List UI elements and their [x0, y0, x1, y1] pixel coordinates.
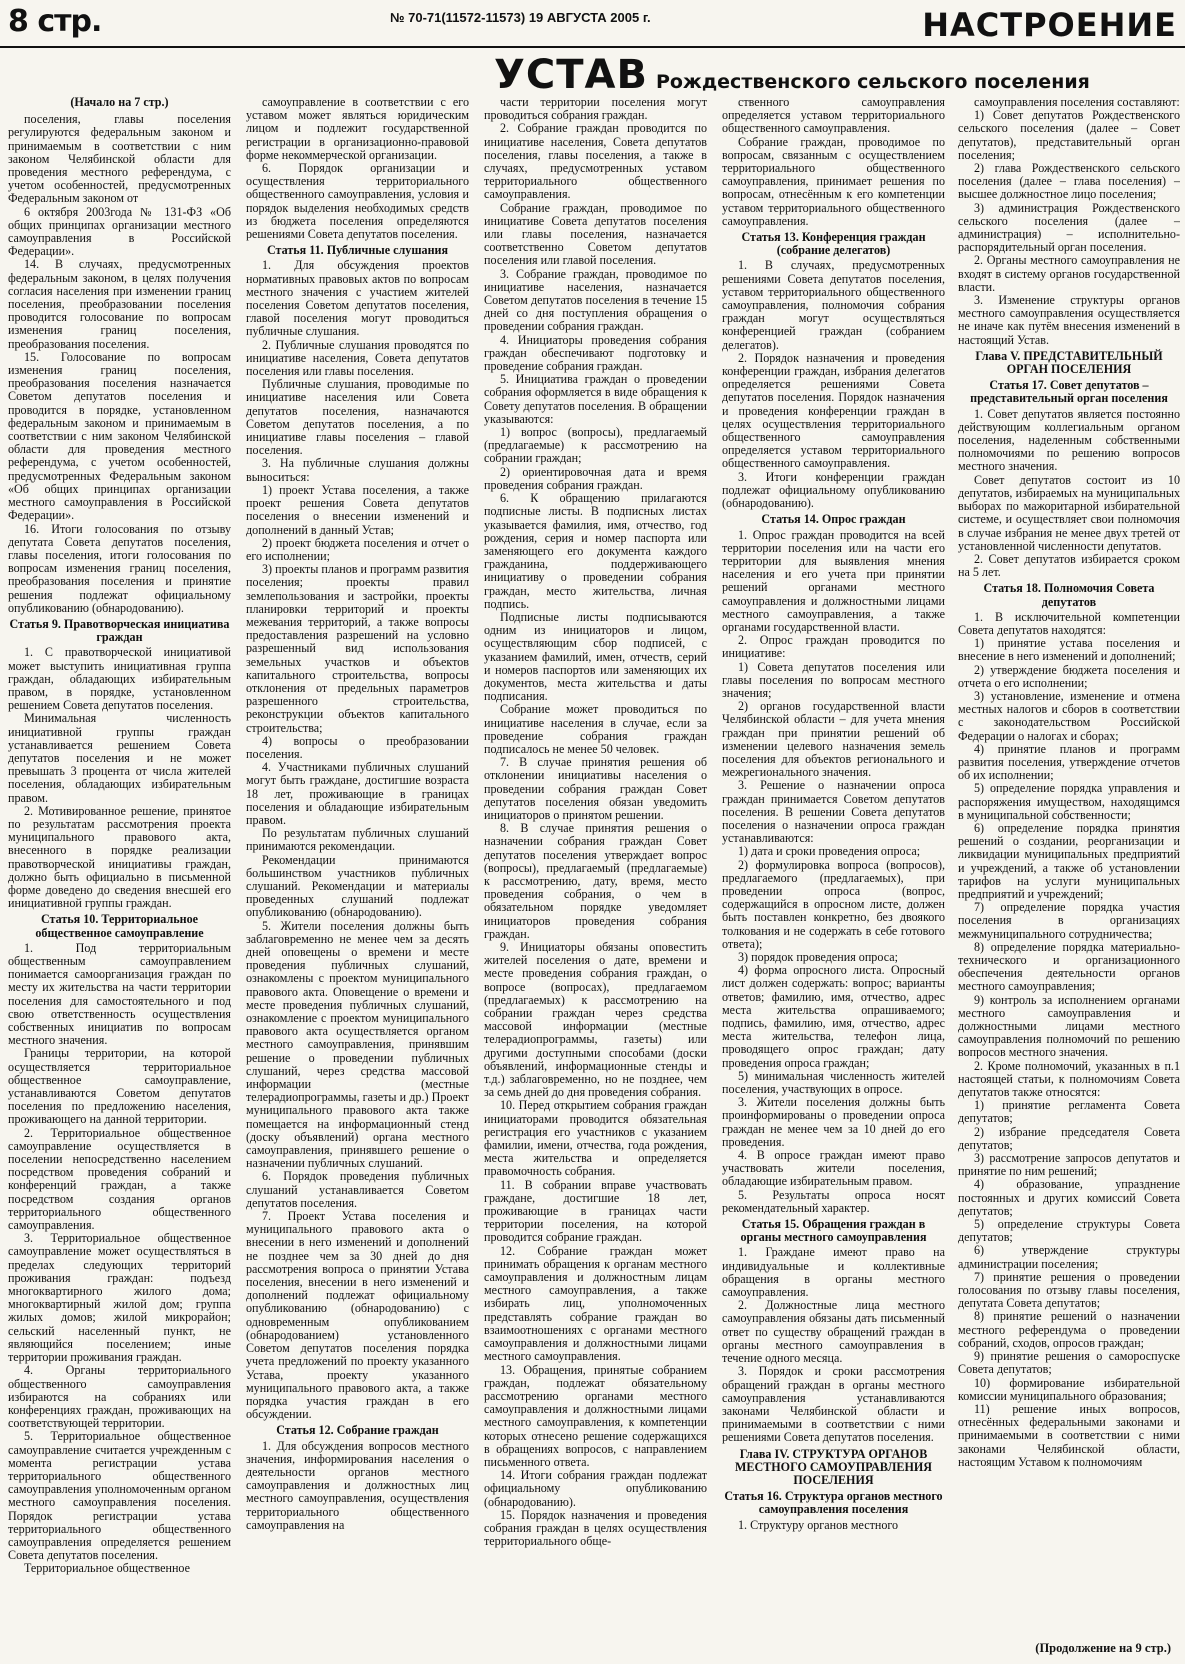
paragraph: 16. Итоги голосования по отзыву депутата Совета депутатов поселения, главы поселения, итоги голосования по вопросам изменения границ поселения, преобразования поселения и принятие решения подлежат официальному опубликованию (обнародованию).	[8, 521, 231, 615]
paragraph: 8. В случае принятия решения о назначении собрания граждан Совет депутатов поселения утверждает вопрос (вопросы), предлагаемый (предлагаемые) к рассмотрению, дату, время, место проведения собрания, о чем в обязательном порядке уведомляет инициаторов проведения собрания граждан.	[484, 821, 707, 941]
paragraph: По результатам публичных слушаний принимаются рекомендации.	[246, 826, 469, 854]
paragraph: Публичные слушания, проводимые по инициативе населения или Совета депутатов поселения, назначаются Советом депутатов поселения, а по инициативе главы поселения – главой поселения.	[246, 377, 469, 458]
paragraph: 10) формирование избирательной комиссии муниципального образования;	[958, 1375, 1180, 1403]
paragraph: 2) утверждение бюджета поселения и отчета о его исполнении;	[958, 662, 1180, 690]
paragraph: 1) вопрос (вопросы), предлагаемый (предлагаемые) к рассмотрению на собрании граждан;	[484, 425, 707, 466]
paragraph: 2. Кроме полномочий, указанных в п.1 настоящей статьи, к полномочиям Совета депутатов также относятся:	[958, 1058, 1180, 1100]
section-heading: Статья 18. Полномочия Совета депутатов	[983, 581, 1155, 609]
paragraph: 5. Жители поселения должны быть заблаговременно не менее чем за десять дней оповещены о времени и месте проведения публичных слушаний, ознакомлены с проектом муниципального правового акта. Оповещение о времени и месте проведения публичных слушаний, ознакомление с проектом муниципального правового акта осуществляется органом местного самоуправления, принявшим решение о проведении публичных слушаний, через средства массовой информации (местные телерадиопрограммы, газеты и др.) Проект муниципального правового акта также помещается на информационный стенд (доску объявлений) органа местного самоуправления, принявшего решение о назначении публичных слушаний.	[246, 918, 469, 1171]
paragraph: 8) определение порядка материально-технического и организационного обеспечения деятельности органов местного самоуправления;	[958, 939, 1180, 994]
paragraph: 1. Структуру органов местного	[738, 1517, 899, 1532]
paragraph: 9. Инициаторы обязаны оповестить жителей поселения о дате, времени и месте проведения собрания граждан, о вопросе (вопросах), предлагаемом (предлагаемых) к рассмотрению на собрании граждан через средства массовой информации (местные телерадиопрограммы, газеты) или другими доступными способами (доски объявлений, информационные стенды и т.д.) заблаговременно, но не позднее, чем за семь дней до дня проведения собрания.	[484, 940, 707, 1100]
paragraph: 3. Собрание граждан, проводимое по инициативе населения, назначается Советом депутатов поселения в течение 15 дней со дня поступления обращения о проведении собрания граждан.	[484, 266, 707, 334]
paragraph: 13. Обращения, принятые собранием граждан, подлежат обязательному рассмотрению органами местного самоуправления и должностными лицами местного самоуправления, к компетенции которых отнесено решение содержащихся в обращениях вопросов, с направлением письменного ответа.	[484, 1362, 707, 1469]
paragraph: 3) порядок проведения опроса;	[738, 950, 898, 964]
paragraph: Границы территории, на которой осуществляется территориальное общественное самоуправление, устанавливаются Советом депутатов поселения по предложению населения, проживающего на данной территории.	[8, 1046, 231, 1127]
paragraph: 1) Совет депутатов Рождественского сельского поселения (далее – Совет депутатов), представительный орган поселения;	[958, 108, 1180, 162]
paragraph: 6) определение порядка принятия решений о создании, реорганизации и ликвидации муниципальных предприятий и учреждений, а также об установлении тарифов на услуги муниципальных предприятий и учреждений;	[958, 820, 1180, 901]
rubric-title: НАСТРОЕНИЕ	[922, 6, 1177, 44]
paragraph: 7. Проект Устава поселения и муниципального правового акта о внесении в него изменений и дополнений не позднее чем за 30 дней до дня рассмотрения вопроса о принятии Устава поселения, внесении в него изменений и дополнений подлежат официальному опубликованию (обнародованию) с одновременным опубликованием (обнародованием) установленного Советом депутатов поселения порядка учета предложений по проекту указанного Устава, проекту указанного муниципального правового акта, а также порядка участия граждан в его обсуждении.	[246, 1209, 469, 1422]
paragraph: 5. Территориальное общественное самоуправление считается учрежденным с момента регистрации устава территориального общественного самоуправления уполномоченным органом местного самоуправления поселения. Порядок регистрации устава территориального общественного самоуправления определяется решением Совета депутатов поселения.	[8, 1429, 231, 1563]
paragraph: 3. Изменение структуры органов местного самоуправления осуществляется не иначе как путём внесения изменений в настоящий Устав.	[958, 293, 1180, 347]
paragraph: 2. Совет депутатов избирается сроком на 5 лет.	[958, 551, 1180, 580]
paragraph: Совет депутатов состоит из 10 депутатов, избираемых на муниципальных выборах по мажоритарной избирательной системе, и осуществляет свои полномочия в случае избрания не менее двух третей от установленной численности депутатов.	[958, 472, 1180, 553]
paragraph: 8) принятие решений о назначении местного референдума о проведении собраний, сходов, опросов граждан;	[958, 1309, 1180, 1350]
paragraph: 1. Совет депутатов является постоянно действующим коллегиальным органом поселения, наделенным собственными полномочиями по решению вопросов местного значения.	[958, 406, 1180, 474]
paragraph: 3) администрация Рождественского сельского поселения (далее – администрация) – исполнительно-распорядительный орган поселения.	[958, 200, 1180, 255]
paragraph: 3) проекты планов и программ развития поселения; проекты правил землепользования и застройки, проекты планировки территорий и проекты межевания территорий, а также вопросы предоставления разрешений на условно разрешенный вид использования земельных участков и объектов капитального строительства, вопросы отклонения от предельных параметров разрешенного строительства, реконструкции объектов капитального строительства;	[246, 562, 469, 735]
paragraph: 2. Публичные слушания проводятся по инициативе населения, Совета депутатов поселения или главы поселения.	[246, 337, 469, 379]
paragraph: Собрание граждан, проводимое по вопросам, связанным с осуществлением территориального общественного самоуправления, принимает решения по вопросам, отнесённым к его компетенции уставом территориального общественного самоуправления.	[722, 134, 945, 228]
paragraph: 6. Порядок организации и осуществления территориального общественного самоуправления, условия и порядок выделения необходимых средств из бюджета поселения определяются решениями Совета депутатов поселения.	[246, 161, 469, 242]
paragraph: 10. Перед открытием собрания граждан инициаторами проводится обязательная регистрация его участников с указанием фамилии, имени, отчества, года рождения, места жительства и определяется правомочность собрания.	[484, 1098, 707, 1179]
paragraph: 9) контроль за исполнением органами местного самоуправления и должностными лицами местного самоуправления полномочий по решению вопросов местного значения.	[958, 992, 1180, 1060]
section-heading: Статья 10. Территориальное общественное самоуправление	[35, 912, 204, 940]
paragraph: 1. Для обсуждения проектов нормативных правовых актов по вопросам местного значения с участием жителей поселения Советом депутатов поселения, главой поселения могут проводиться публичные слушания.	[246, 258, 469, 339]
section-heading: Статья 9. Правотворческая инициатива граждан	[9, 616, 230, 645]
paragraph: 2) органов государственной власти Челябинской области – для учета мнения граждан при принятии решений об изменении целевого назначения земель поселения для объектов регионального и межрегионального значения.	[722, 699, 945, 780]
paragraph: 3. Итоги конференции граждан подлежат официальному опубликованию (обнародованию).	[722, 469, 945, 511]
paragraph: 1. В случаях, предусмотренных решениями Совета депутатов поселения, уставом территориального общественного самоуправления, полномочия собрания граждан могут осуществляться конференцией граждан (собранием делегатов).	[722, 258, 945, 352]
masthead	[0, 0, 1185, 48]
paragraph: 15. Порядок назначения и проведения собрания граждан в целях осуществления территориального обще-	[484, 1507, 707, 1549]
paragraph: 11. В собрании вправе участвовать граждане, достигшие 18 лет, проживающие в границах части территории поселения, на которой проводится собрание граждан.	[484, 1177, 707, 1245]
paragraph: 7) принятие решения о проведении голосования по отзыву главы поселения, депутата Совета депутатов;	[958, 1269, 1180, 1311]
paragraph: 2. Опрос граждан проводится по инициативе:	[722, 633, 945, 661]
paragraph: 3. Жители поселения должны быть проинформированы о проведении опроса граждан не менее чем за 10 дней до его проведения.	[722, 1095, 945, 1149]
paragraph: 4. В опросе граждан имеют право участвовать жители поселения, обладающие избирательным правом.	[722, 1148, 945, 1189]
masthead-rule	[0, 46, 1185, 48]
paragraph: 2. Собрание граждан проводится по инициативе населения, Совета депутатов поселения, главы поселения, а также в случаях, предусмотренных уставом территориального общественного самоуправления.	[484, 121, 707, 202]
paragraph: 5) определение порядка управления и распоряжения имуществом, находящимся в муниципальной собственности;	[958, 781, 1180, 822]
paragraph: 2. Должностные лица местного самоуправления обязаны дать письменный ответ по существу обращений граждан в органы местного самоуправления в течение одного месяца.	[722, 1298, 945, 1366]
paragraph: Собрание может проводиться по инициативе населения в случае, если за проведение собрания граждан подписалось не менее 50 человек.	[484, 702, 707, 756]
paragraph: 5. Результаты опроса носят рекомендательный характер.	[722, 1187, 945, 1215]
paragraph: 3) установление, изменение и отмена местных налогов и сборов в соответствии с законодательством Российской Федерации о налогах и сборах;	[958, 688, 1180, 743]
paragraph: самоуправление в соответствии с его уставом может являться юридическим лицом и подлежит государственной регистрации в организационно-правовой форме некоммерческой организации.	[246, 96, 469, 162]
paragraph: 3. Территориальное общественное самоуправление может осуществляться в пределах следующих территорий проживания граждан: подъезд многоквартирного жилого дома; многоквартирный жилой дом; группа жилых домов; жилой микрорайон; сельский населенный пункт, не являющийся поселением; иные территории проживания граждан.	[8, 1231, 231, 1365]
paragraph: 2) формулировка вопроса (вопросов), предлагаемого (предлагаемых), при проведении опроса (вопрос, содержащийся в опросном листе, должен быть поставлен конкретно, без двоякого толкования и не содержать в себе готового ответа);	[722, 857, 945, 951]
section-heading: Статья 16. Структура органов местного самоуправления поселения	[724, 1489, 943, 1517]
paragraph: Минимальная численность инициативной группы граждан устанавливается решением Совета депутатов поселения и не может превышать 3 процента от числа жителей поселения, обладающих избирательным правом.	[8, 711, 231, 805]
page-number: 8 стр.	[8, 4, 102, 39]
paragraph: 1. В исключительной компетенции Совета депутатов находятся:	[958, 609, 1180, 637]
section-heading: Статья 13. Конференция граждан (собрание делегатов)	[741, 230, 926, 258]
paragraph: 1. Под территориальным общественным самоуправлением понимается самоорганизация граждан по месту их жительства на части территории поселения для самостоятельного и под свою ответственность осуществления собственных инициатив по вопросам местного значения.	[8, 940, 231, 1048]
section-heading: Глава IV. СТРУКТУРА ОРГАНОВ МЕСТНОГО САМОУПРАВЛЕНИЯ ПОСЕЛЕНИЯ	[734, 1446, 932, 1487]
paragraph: части территории поселения могут проводиться собрания граждан.	[484, 96, 707, 123]
paragraph: 6 октября 2003года № 131-ФЗ «Об общих принципах организации местного самоуправления в Российской Федерации».	[8, 204, 231, 259]
paragraph: 4. Инициаторы проведения собрания граждан обеспечивают подготовку и проведение собрания граждан.	[484, 332, 707, 374]
paragraph: 2) проект бюджета поселения и отчет о его исполнении;	[246, 535, 469, 563]
paragraph: 2. Органы местного самоуправления не входят в систему органов государственной власти.	[958, 253, 1180, 294]
section-heading: Статья 15. Обращения граждан в органы местного самоуправления	[740, 1217, 927, 1245]
paragraph: 5) минимальная численность жителей поселения, участвующих в опросе.	[722, 1068, 945, 1097]
continued-from-note: (Начало на 7 стр.)	[70, 96, 169, 109]
section-heading: Статья 14. Опрос граждан	[761, 512, 906, 527]
paragraph: Подписные листы подписываются одним из инициаторов и лицом, осуществляющим сбор подписей, с указанием фамилий, имен, отчеств, серий и номеров паспортов или заменяющих их документов, места жительства и даты подписания.	[484, 609, 707, 704]
paragraph: ственного самоуправления определяется уставом территориального общественного самоуправления.	[722, 96, 945, 136]
paragraph: Собрание граждан, проводимое по инициативе Совета депутатов поселения или главы поселения, назначается соответственно Советом депутатов поселения или главой поселения.	[484, 200, 707, 268]
paragraph: 1. Для обсуждения вопросов местного значения, информирования населения о деятельности органов местного самоуправления и должностных лиц местного самоуправления, осуществления территориального общественного самоуправления на	[246, 1438, 469, 1532]
article-column-4	[722, 96, 945, 1618]
paragraph: 1) принятие регламента Совета депутатов;	[958, 1098, 1180, 1126]
paragraph: поселения, главы поселения регулируются федеральным законом и принимаемым в соответствии с ним законом Челябинской области для проведения местного референдума, с учетом особенностей, предусмотренных Федеральным законом от	[8, 112, 231, 206]
paragraph: 6) утверждение структуры администрации поселения;	[958, 1243, 1180, 1271]
paragraph: 2) глава Рождественского сельского поселения (далее – глава поселения) – высшее должностное лицо поселения;	[958, 161, 1180, 202]
paragraph: 4. Участниками публичных слушаний могут быть граждане, достигшие возраста 18 лет, проживающие в границах поселения и обладающие избирательным правом.	[246, 760, 469, 827]
paragraph: 9) принятие решения о самороспуске Совета депутатов;	[958, 1349, 1180, 1377]
section-heading: Статья 17. Совет депутатов – представительный орган поселения	[970, 378, 1168, 406]
paragraph: 7. В случае принятия решения об отклонении инициативы населения о проведении собрания граждан Совет депутатов поселения обязан уведомить инициаторов о принятом решении.	[484, 755, 707, 822]
paragraph: 4) принятие планов и программ развития поселения, утверждение отчетов об их исполнении;	[958, 741, 1180, 783]
paragraph: 4) вопросы о преобразовании поселения.	[246, 733, 469, 761]
section-heading: Статья 12. Собрание граждан	[276, 1423, 439, 1438]
paragraph: 4) форма опросного листа. Опросный лист должен содержать: вопрос; варианты ответов; фамилию, имя, отчество, адрес места жительства опрашиваемого; подпись, фамилию, имя, отчество, адрес места жительства, телефон лица, проводящего опрос граждан; дату проведения опроса граждан;	[722, 963, 945, 1070]
paragraph: 1) Совета депутатов поселения или главы поселения по вопросам местного значения;	[722, 659, 945, 700]
paragraph: самоуправления поселения составляют:	[974, 96, 1180, 109]
paragraph: 5) определение структуры Совета депутатов;	[958, 1217, 1180, 1245]
paragraph: Рекомендации принимаются большинством участников публичных слушаний. Рекомендации и материалы проведенных слушаний подлежат опубликованию (обнародованию).	[246, 852, 469, 920]
article-column-5	[958, 96, 1180, 1618]
paragraph: 7) определение порядка участия поселения в организациях межмуниципального сотрудничества;	[958, 900, 1180, 941]
paragraph: 1. С правотворческой инициативой может выступить инициативная группа граждан, обладающих избирательным правом, в порядке, установленном решением Совета депутатов поселения.	[8, 645, 231, 713]
headline-subtitle: Рождественского сельского поселения	[655, 71, 1090, 93]
paragraph: 3. Решение о назначении опроса граждан принимается Советом депутатов поселения. В решении Совета депутатов поселения о назначении опроса граждан устанавливаются:	[722, 778, 945, 846]
paragraph: 2. Мотивированное решение, принятое по результатам рассмотрения проекта муниципального правового акта, внесенного в порядке реализации правотворческой инициативы граждан, должно быть официально в письменной форме доведено до сведения внесшей его инициативной группы граждан.	[8, 803, 231, 911]
paragraph: 3) рассмотрение запросов депутатов и принятие по ним решений;	[958, 1151, 1180, 1179]
section-heading: Статья 11. Публичные слушания	[266, 243, 449, 258]
paragraph: 4. Органы территориального общественного самоуправления избираются на собраниях или конференциях граждан, проживающих на соответствующей территории.	[8, 1363, 231, 1431]
continued-on-note: (Продолжение на 9 стр.)	[1035, 1641, 1171, 1655]
section-heading: Глава V. ПРЕДСТАВИТЕЛЬНЫЙ ОРГАН ПОСЕЛЕНИЯ	[975, 348, 1163, 377]
paragraph: 11) решение иных вопросов, отнесённых федеральными законами и принимаемыми в соответствии с ними законами Челябинской области, настоящим Уставом к полномочиям	[958, 1401, 1180, 1469]
paragraph: 2) избрание председателя Совета депутатов;	[958, 1124, 1180, 1152]
paragraph: 5. Инициатива граждан о проведении собрания оформляется в виде обращения к Совету депутатов поселения. В обращении указываются:	[484, 372, 707, 426]
paragraph: 2. Территориальное общественное самоуправление осуществляется в поселении непосредственно населением посредством проведения собраний и конференций граждан, а также посредством создания органов территориального общественного самоуправления.	[8, 1125, 231, 1233]
paragraph: 1) принятие устава поселения и внесение в него изменений и дополнений;	[958, 636, 1180, 664]
paragraph: 1) проект Устава поселения, а также проект решения Совета депутатов поселения о внесении изменений и дополнений в данный Устав;	[246, 482, 469, 537]
paragraph: 2) ориентировочная дата и время проведения собрания граждан.	[484, 464, 707, 492]
paragraph: 2. Порядок назначения и проведения конференции граждан, избрания делегатов определяется решениями Совета депутатов поселения. Порядок назначения и проведения конференции граждан в целях осуществления территориального общественного самоуправления определяется уставом территориального общественного самоуправления.	[722, 350, 945, 471]
paragraph: 14. В случаях, предусмотренных федеральным законом, в целях получения согласия населения при изменении границ поселения, преобразовании поселения проводится голосование по вопросам изменения границ поселения, преобразования поселения.	[8, 257, 231, 351]
paragraph: 12. Собрание граждан может принимать обращения к органам местного самоуправления и должностным лицам местного самоуправления, а также избирать лиц, уполномоченных представлять собрание граждан во взаимоотношениях с органами местного самоуправления и должностными лицами местного самоуправления.	[484, 1243, 707, 1364]
paragraph: 1. Опрос граждан проводится на всей территории поселения или на части его территории для выявления мнения населения и его учета при принятии решений органами местного самоуправления и должностными лицами местного самоуправления, а также органами государственной власти.	[722, 527, 945, 634]
article-column-1	[8, 96, 231, 1618]
paragraph: 1) дата и сроки проведения опроса;	[738, 844, 921, 859]
paragraph: 6. Порядок проведения публичных слушаний устанавливается Советом депутатов поселения.	[246, 1169, 469, 1210]
paragraph: 3. На публичные слушания должны выноситься:	[246, 456, 469, 484]
issue-line: № 70-71(11572-11573) 19 АВГУСТА 2005 г.	[390, 10, 651, 25]
paragraph: Территориальное общественное	[24, 1561, 190, 1576]
paragraph: 15. Голосование по вопросам изменения границ поселения, преобразования поселения назначается Советом депутатов поселения и проводится в порядке, установленном федеральным законом и принимаемым в соответствии с ним законом Челябинской области для проведения местного референдума, с учетом особенностей, предусмотренных Федеральным законом «Об общих принципах организации местного самоуправления в Российской Федерации».	[8, 349, 231, 523]
paragraph: 1. Граждане имеют право на индивидуальные и коллективные обращения в органы местного самоуправления.	[722, 1245, 945, 1300]
paragraph: 4) образование, упразднение постоянных и других комиссий Совета депутатов;	[958, 1177, 1180, 1218]
paragraph: 6. К обращению прилагаются подписные листы. В подписных листах указывается фамилия, имя, отчество, год рождения, серия и номер паспорта или заменяющего его документа каждого гражданина, поддерживающего инициативу о проведении собрания граждан, место жительства, личная подпись.	[484, 491, 707, 611]
paragraph: 3. Порядок и сроки рассмотрения обращений граждан в органы местного самоуправления устанавливаются законами Челябинской области и принимаемыми в соответствии с ними решениями Совета депутатов поселения.	[722, 1364, 945, 1445]
headline-title: УСТАВ	[494, 52, 648, 98]
article-column-2	[246, 96, 469, 1618]
article-column-3	[484, 96, 707, 1618]
article-headline	[494, 52, 1090, 98]
paragraph: 14. Итоги собрания граждан подлежат официальному опубликованию (обнародованию).	[484, 1468, 707, 1509]
